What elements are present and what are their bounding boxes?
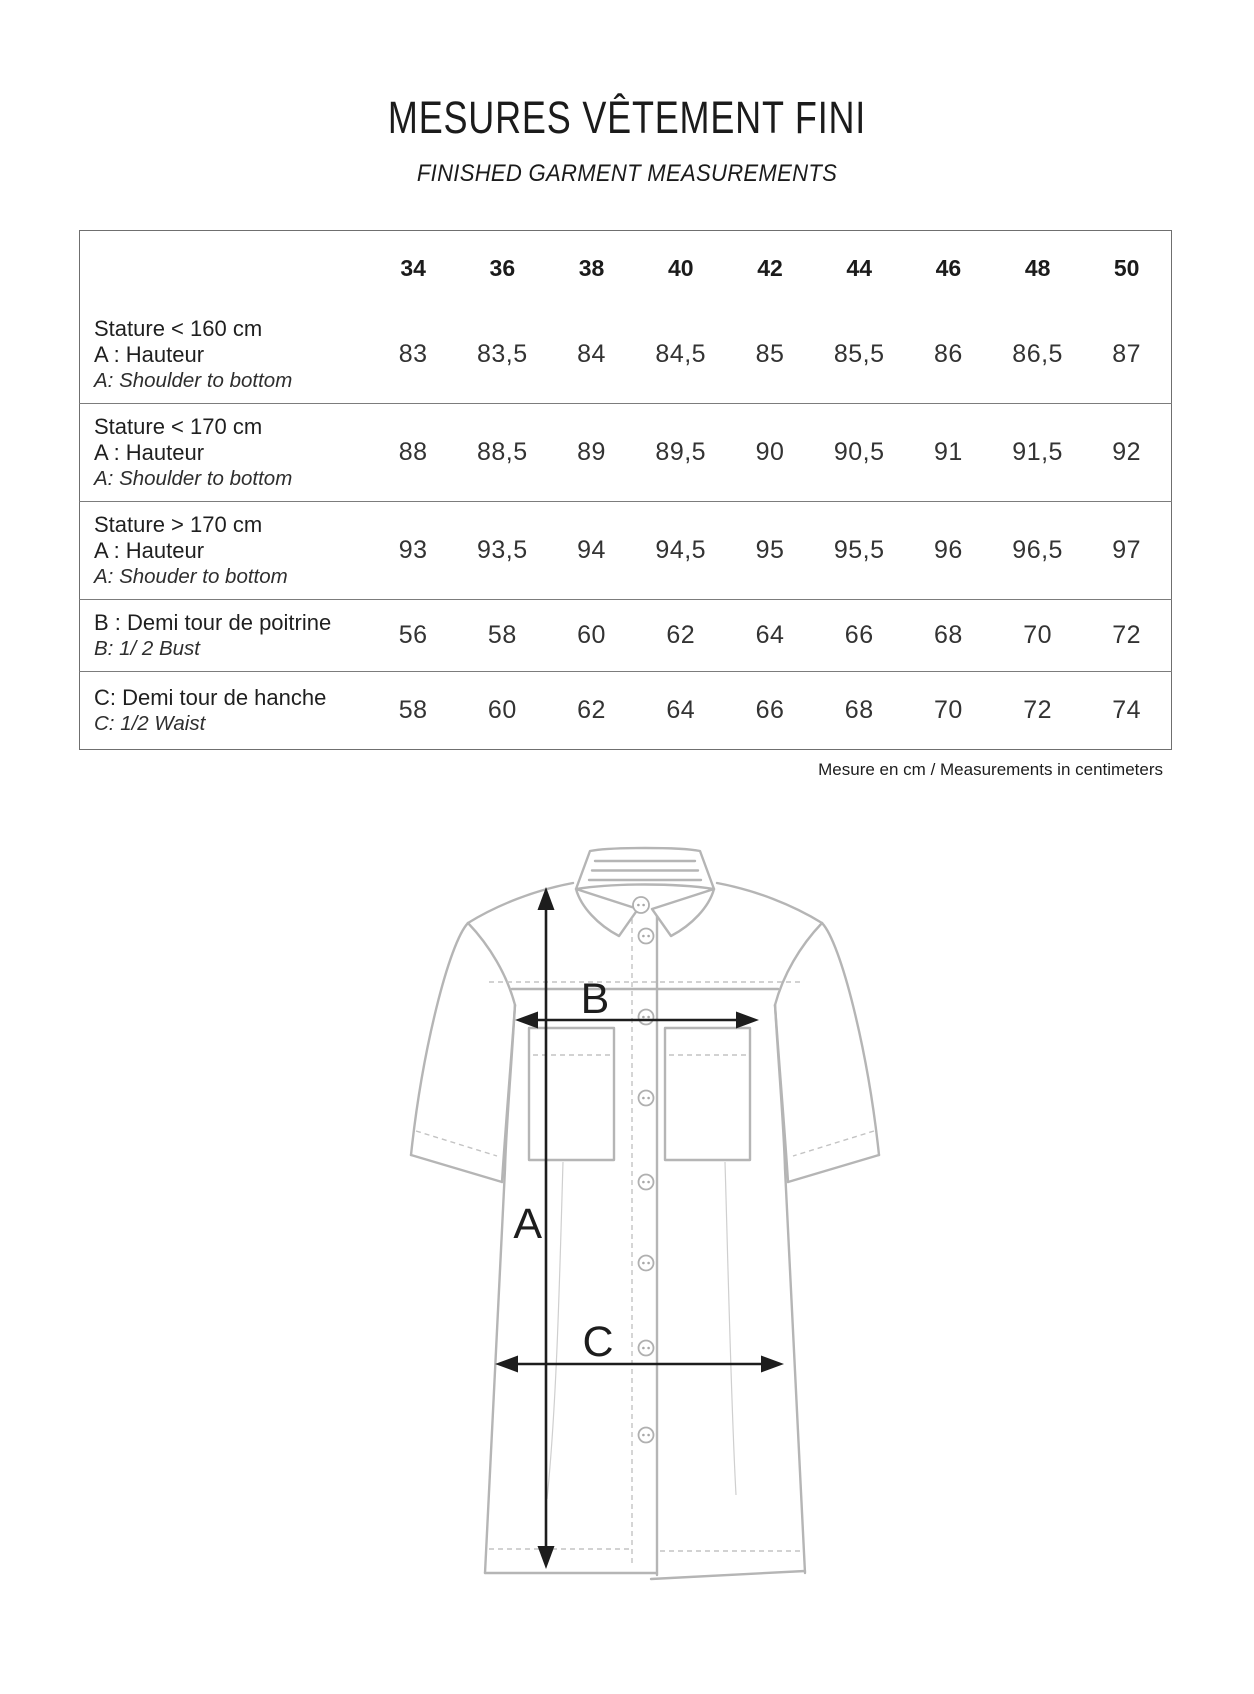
size-column-header: 40 (667, 254, 694, 281)
measure-label-en: A: Shouder to bottom (94, 565, 288, 588)
measure-label-fr: Stature < 160 cm (94, 315, 263, 341)
measure-value: 70 (1023, 621, 1053, 649)
button-icon (639, 1256, 654, 1271)
measure-label-cell (80, 600, 369, 672)
measure-value: 89 (577, 438, 606, 466)
measure-label-en: A: Shoulder to bottom (94, 368, 293, 392)
measure-value: 97 (1112, 536, 1142, 564)
empty-corner-cell (80, 231, 369, 306)
measure-value: 90 (755, 438, 785, 466)
table-row-height-lt160 (80, 306, 1172, 404)
measure-value: 88 (398, 438, 428, 466)
measure-value: 89,5 (655, 438, 707, 466)
measure-value: 94,5 (655, 536, 707, 564)
size-column-header: 36 (489, 254, 516, 281)
measure-value: 96,5 (1012, 536, 1063, 564)
measure-label-cell (80, 306, 369, 404)
size-column-header: 48 (1024, 254, 1051, 281)
measure-label-en: A: Shoulder to bottom (94, 467, 293, 490)
measure-value: 66 (755, 696, 785, 724)
measure-value: 86 (934, 339, 963, 368)
measure-label-a: A (513, 1200, 542, 1248)
table-row-waist (80, 672, 1172, 750)
measure-label-fr: A : Hauteur (94, 440, 205, 465)
measure-value: 68 (934, 621, 963, 649)
measure-value: 84 (577, 339, 606, 368)
measure-value: 91,5 (1012, 438, 1063, 466)
measure-value: 60 (577, 621, 606, 649)
garment-outline (411, 883, 879, 1579)
measure-value: 90,5 (833, 438, 885, 466)
measure-arrow-b (515, 975, 759, 1029)
measure-value: 56 (398, 621, 428, 649)
measure-value: 83,5 (476, 339, 528, 368)
measure-label-en: C: 1/2 Waist (94, 712, 206, 735)
measure-label-b: B (580, 975, 610, 1023)
measure-value: 62 (666, 621, 696, 649)
measure-value: 88,5 (476, 438, 528, 466)
measure-label-cell (80, 404, 369, 502)
button-icon (639, 1091, 654, 1106)
measure-label-fr: Stature > 170 cm (94, 512, 263, 537)
units-note: Mesure en cm / Measurements in centimeters (818, 760, 1163, 779)
measure-label-fr: A : Hauteur (94, 538, 205, 563)
measure-value: 60 (487, 696, 517, 724)
shirt-dress-sketch (405, 783, 885, 1598)
measure-value: 86,5 (1012, 339, 1063, 368)
measure-value: 95 (755, 536, 785, 564)
measure-label-cell (80, 502, 369, 600)
garment-diagram (405, 783, 885, 1598)
measure-value: 84,5 (655, 339, 707, 368)
measure-value: 58 (487, 621, 517, 649)
measure-value: 92 (1112, 438, 1142, 466)
measure-value: 83 (398, 339, 428, 368)
measure-value: 95,5 (833, 536, 885, 564)
collar (576, 848, 714, 936)
size-column-header: 50 (1113, 254, 1140, 281)
measure-value: 91 (934, 438, 963, 466)
measure-value: 85 (755, 339, 785, 368)
size-column-header: 42 (757, 254, 783, 281)
measure-value: 66 (844, 621, 874, 649)
measure-value: 87 (1112, 339, 1142, 368)
measure-value: 68 (844, 696, 874, 724)
measure-label-fr: C: Demi tour de hanche (94, 685, 327, 710)
size-column-header: 46 (935, 254, 962, 281)
measure-label-c: C (582, 1318, 614, 1366)
page-subtitle: FINISHED GARMENT MEASUREMENTS (416, 160, 838, 187)
measure-value: 64 (755, 621, 785, 649)
measure-value: 74 (1112, 696, 1142, 724)
table-row-bust (80, 600, 1172, 672)
button-icon (639, 929, 654, 944)
measure-label-cell (80, 672, 369, 750)
measure-value: 72 (1112, 621, 1142, 649)
measure-value: 85,5 (833, 339, 885, 368)
collar-button-icon (633, 897, 649, 913)
measure-label-fr: Stature < 170 cm (94, 414, 263, 439)
measure-value: 62 (577, 696, 606, 724)
measure-label-en: B: 1/ 2 Bust (94, 637, 200, 660)
size-column-header: 34 (400, 254, 426, 281)
size-column-header: 44 (846, 254, 872, 281)
placket-buttons (639, 929, 654, 1443)
measure-value: 64 (666, 696, 696, 724)
button-icon (639, 1341, 654, 1356)
measure-value: 93,5 (476, 536, 528, 564)
button-icon (639, 1010, 654, 1025)
table-row-height-lt170 (80, 404, 1172, 502)
button-icon (639, 1175, 654, 1190)
size-column-header: 38 (578, 254, 605, 281)
measure-value: 58 (398, 696, 428, 724)
size-header-row (80, 231, 1172, 306)
measure-value: 72 (1023, 696, 1053, 724)
measure-value: 94 (577, 536, 606, 564)
measure-label-fr: A : Hauteur (94, 341, 205, 367)
measurements-table (79, 230, 1172, 750)
measure-value: 96 (934, 536, 963, 564)
page-title: MESURES VÊTEMENT FINI (387, 92, 867, 143)
table-row-height-gt170 (80, 502, 1172, 600)
measure-value: 93 (398, 536, 428, 564)
measure-label-fr: B : Demi tour de poitrine (94, 610, 332, 635)
measure-value: 70 (934, 696, 963, 724)
button-icon (639, 1428, 654, 1443)
